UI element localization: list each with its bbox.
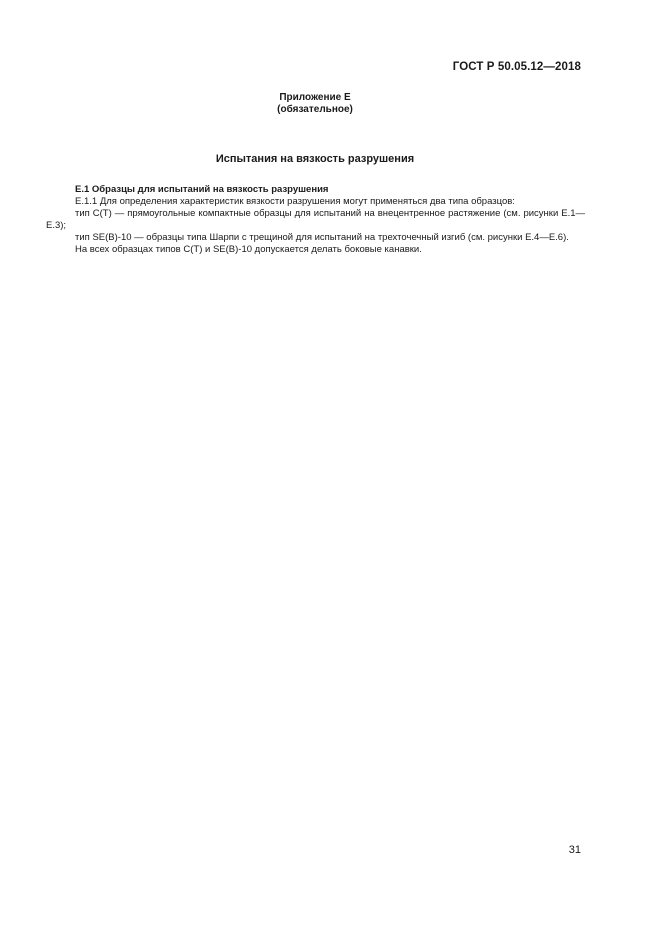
section-title: Испытания на вязкость разрушения [215,153,415,165]
paragraph-type-seb: тип SE(B)-10 — образцы типа Шарпи с трещиной для испытаний на трехточечный изгиб (см. рисунки Е.4—Е.6). [75,231,569,243]
body-text [46,184,585,255]
paragraph-side-grooves: На всех образцах типов C(T) и SE(B)-10 допускается делать боковые канавки. [75,243,422,255]
document-code: ГОСТ Р 50.05.12—2018 [452,61,581,73]
paragraph-specimen-types: Е.1.1 Для определения характеристик вязкости разрушения могут применяться два типа образцов: [75,195,515,207]
subsection-title: Е.1 Образцы для испытаний на вязкость разрушения [75,184,329,195]
appendix-heading [0,92,630,116]
appendix-status: (обязательное) [277,104,353,115]
page-number: 31 [568,844,581,856]
appendix-title: Приложение Е [279,92,351,103]
paragraph-type-ct: тип C(T) — прямоугольные компактные образцы для испытаний на внецентренное растяжение (см. рисунки Е.1—Е.3); [46,207,585,231]
